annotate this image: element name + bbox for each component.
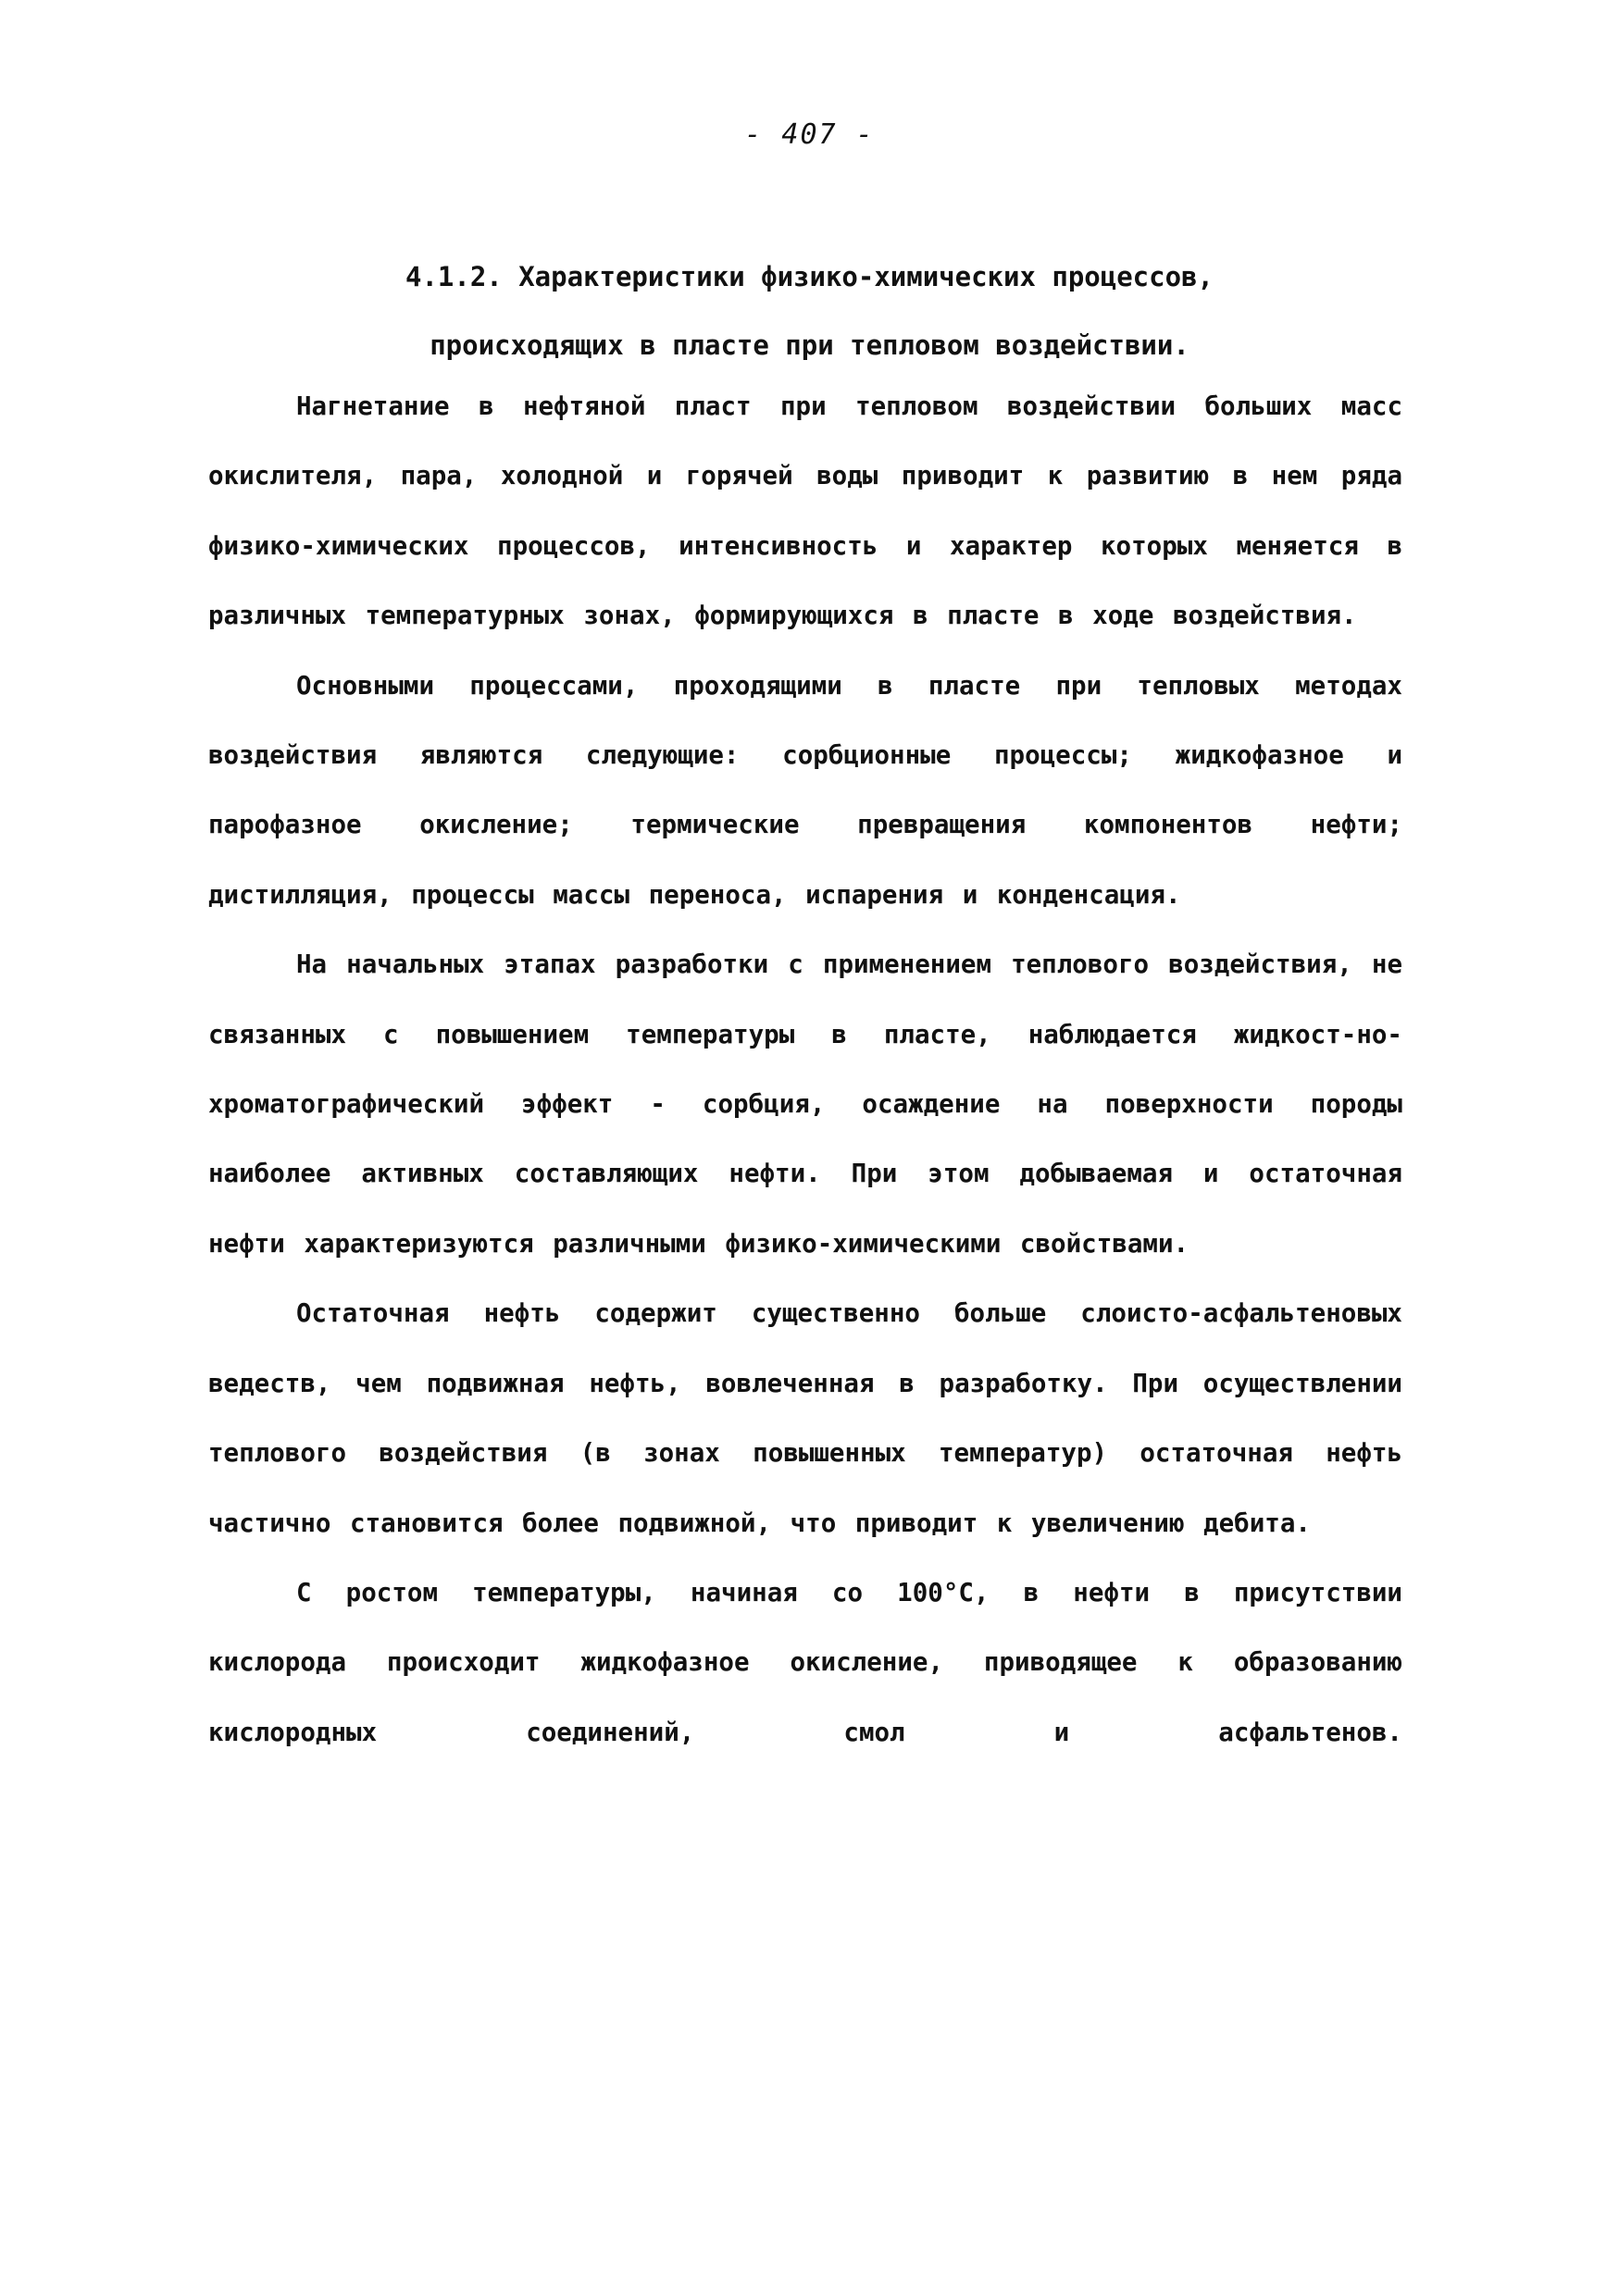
paragraph-3: На начальных этапах разработки с применением теплового воздействия, не связанных с повышением температуры в пласте, наблюдается жидкост-но-хроматографический эффект - сорбция, осаждение на поверхности породы наиболее активных составляющих нефти. При этом добываемая и остаточная нефти характеризуются различными физико-химическими свойствами.	[208, 949, 1402, 1259]
paragraph-5: С ростом температуры, начиная со 100°С, в нефти в присутствии кислорода происходит жидкофазное окисление, приводящее к образованию кислородных соединений, смол и асфальтенов.	[208, 1577, 1402, 1747]
paragraph-4: Остаточная нефть содержит существенно больше слоисто-асфальтеновых ведеств, чем подвижная нефть, вовлеченная в разработку. При осуществлении теплового воздействия (в зонах повышенных температур) остаточная нефть частично становится более подвижной, что приводит к увеличению дебита.	[208, 1298, 1402, 1538]
paragraph-2: Основными процессами, проходящими в пласте при тепловых методах воздействия являются следующие: сорбционные процессы; жидкофазное и парофазное окисление; термические превращения компонентов нефти; дистилляция, процессы массы переноса, испарения и конденсация.	[208, 670, 1402, 910]
body-text	[208, 372, 1402, 1768]
section-heading-line-1: 4.1.2. Характеристики физико-химических процессов,	[405, 261, 1214, 292]
page-number: - 407 -	[744, 118, 875, 151]
section-heading	[0, 242, 1619, 379]
section-heading-line-2: происходящих в пласте при тепловом воздействии.	[430, 329, 1189, 361]
paragraph-1: Нагнетание в нефтяной пласт при тепловом воздействии больших масс окислителя, пара, холодной и горячей воды приводит к развитию в нем ряда физико-химических процессов, интенсивность и характер которых меняется в различных температурных зонах, формирующихся в пласте в ходе воздействия.	[208, 391, 1402, 631]
